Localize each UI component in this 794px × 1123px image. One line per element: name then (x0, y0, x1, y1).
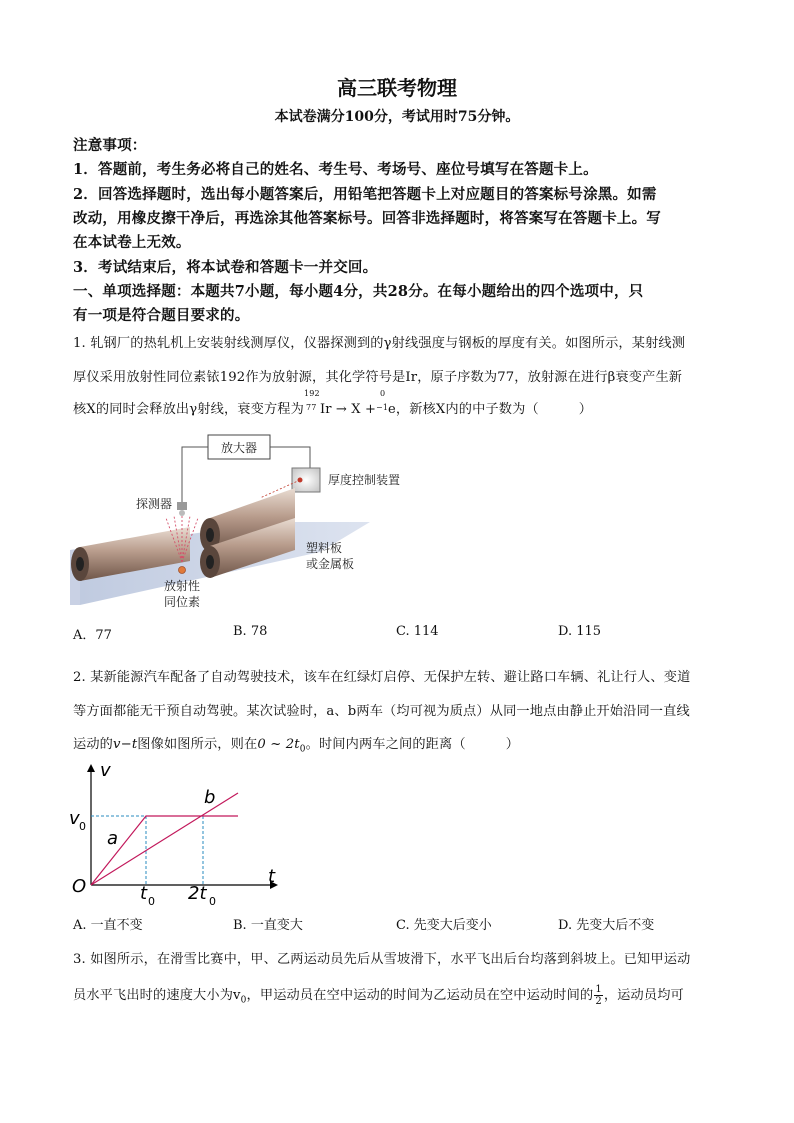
fraction-half (594, 984, 603, 1007)
time-range-sub: 0 (299, 744, 306, 755)
source-label-2: 同位素 (163, 595, 201, 609)
q1-paren-close: ） (578, 402, 593, 417)
vt-graph (66, 758, 286, 908)
label-a: a (107, 828, 119, 849)
decay-equation (303, 389, 396, 417)
page-subtitle: 本试卷满分100分，考试用时75分钟。 (274, 109, 520, 125)
eq-e-mass: 0 (380, 389, 386, 398)
eq-atomic-number: 77 (305, 403, 317, 412)
q1-line-2: 厚仪采用放射性同位素铱192作为放射源，其化学符号是Ir，原子序数为77，放射源在进行β衰变产生新 (73, 370, 683, 385)
2t0-label: 2t (188, 883, 207, 904)
q3-line-1: 3. 如图所示，在滑雪比赛中，甲、乙两运动员先后从雪坡滑下，水平飞出后台均落到斜坡上。已知甲运动 (73, 952, 691, 967)
notice-line-2b: 改动，用橡皮擦干净后，再选涂其他答案标号。回答非选择题时，将答案写在答题卡上。写 (73, 210, 661, 227)
q3-line-2-pre: 员水平飞出时的速度大小为v (73, 988, 241, 1003)
t0-sub: 0 (148, 895, 155, 908)
q1-option-a: A．77 (73, 628, 112, 643)
q1-line-3 (73, 389, 593, 417)
amplifier-label: 放大器 (220, 441, 258, 455)
section-heading-line-2: 有一项是符合题目要求的。 (73, 307, 250, 324)
v0-label: v (69, 808, 80, 829)
q2-line-3 (73, 733, 519, 755)
q2-option-d: D. 先变大后不变 (558, 918, 655, 933)
q2-line-2: 等方面都能无干预自动驾驶。某次试验时，a、b两车（均可视为质点）从同一地点由静止开始沿同一直线 (73, 704, 690, 719)
q1-line-1: 1. 轧钢厂的热轧机上安装射线测厚仪，仪器探测到的γ射线强度与钢板的厚度有关。如图所示，某射线测 (73, 336, 686, 351)
q1-line-3-post: ，新核X内的中子数为（ (395, 402, 539, 417)
v0-sub: 0 (79, 820, 86, 833)
control-device (292, 468, 320, 492)
q2-option-b: B. 一直变大 (233, 918, 303, 933)
detector-label: 探测器 (135, 497, 172, 511)
q2-line-3-pre: 运动的 (73, 737, 114, 752)
eq-ir: Ir (319, 402, 332, 417)
fraction-numerator: 1 (595, 984, 602, 995)
t0-label: t (140, 883, 148, 904)
q2-line-3-mid: 图像如图所示，则在 (137, 737, 258, 752)
q2-option-a: A. 一直不变 (73, 918, 143, 933)
origin-label: O (72, 876, 87, 897)
notice-line-2c: 在本试卷上无效。 (73, 234, 191, 251)
q1-option-b: B. 78 (233, 624, 268, 639)
source-label-1: 放射性 (163, 579, 201, 593)
q1-line-3-pre: 核X的同时会释放出γ射线，衰变方程为 (73, 402, 304, 417)
eq-arrow: → (335, 402, 347, 417)
notice-line-3: 3．考试结束后，将本试卷和答题卡一并交回。 (73, 259, 378, 276)
q1-option-d: D. 115 (558, 624, 602, 639)
q2-line-1: 2. 某新能源汽车配备了自动驾驶技术，该车在红绿灯启停、无保护左转、避让路口车辆、礼让行人、变道 (73, 670, 691, 685)
q1-option-c: C. 114 (396, 624, 439, 639)
time-range: 0 ~ 2t (257, 737, 300, 752)
q3-v0-sub: 0 (240, 995, 247, 1006)
eq-x: X (351, 402, 361, 417)
t-axis-label: t (268, 866, 276, 887)
q3-line-2-mid: ，甲运动员在空中运动的时间为乙运动员在空中运动时间的 (246, 988, 594, 1003)
control-label: 厚度控制装置 (328, 473, 401, 487)
thickness-gauge-figure (70, 430, 430, 615)
notice-line-2a: 2．回答选择题时，选出每小题答案后，用铅笔把答题卡上对应题目的答案标号涂黑。如需 (73, 186, 657, 203)
eq-mass-number: 192 (303, 389, 320, 398)
plate-label-2: 或金属板 (306, 557, 355, 571)
q3-line-2-post: ，运动员均可 (603, 988, 684, 1003)
q2-option-c: C. 先变大后变小 (396, 918, 492, 933)
eq-e: e (388, 402, 396, 417)
radioactive-source (179, 567, 186, 574)
fraction-denominator: 2 (595, 996, 602, 1007)
line-a (91, 816, 238, 885)
eq-e-charge: −1 (376, 403, 389, 412)
notice-heading: 注意事项： (73, 137, 147, 154)
v-axis-label: v (100, 760, 111, 781)
page-title: 高三联考物理 (337, 76, 457, 100)
q2-paren-close: ） (505, 737, 520, 752)
vt-label: v−t (113, 737, 138, 752)
eq-plus: + (364, 402, 377, 417)
section-heading-line-1: 一、单项选择题：本题共7小题，每小题4分，共28分。在每小题给出的四个选项中，只 (73, 283, 644, 300)
detector (177, 502, 187, 510)
2t0-sub: 0 (209, 895, 216, 908)
plate-label-1: 塑料板 (306, 541, 343, 555)
control-wire (270, 447, 310, 468)
label-b: b (204, 787, 216, 808)
detector-wire (182, 447, 208, 502)
q2-line-3-post: 。时间内两车之间的距离（ (305, 737, 466, 752)
q3-line-2 (73, 984, 684, 1007)
notice-line-1: 1．答题前，考生务必将自己的姓名、考生号、考场号、座位号填写在答题卡上。 (73, 161, 598, 178)
